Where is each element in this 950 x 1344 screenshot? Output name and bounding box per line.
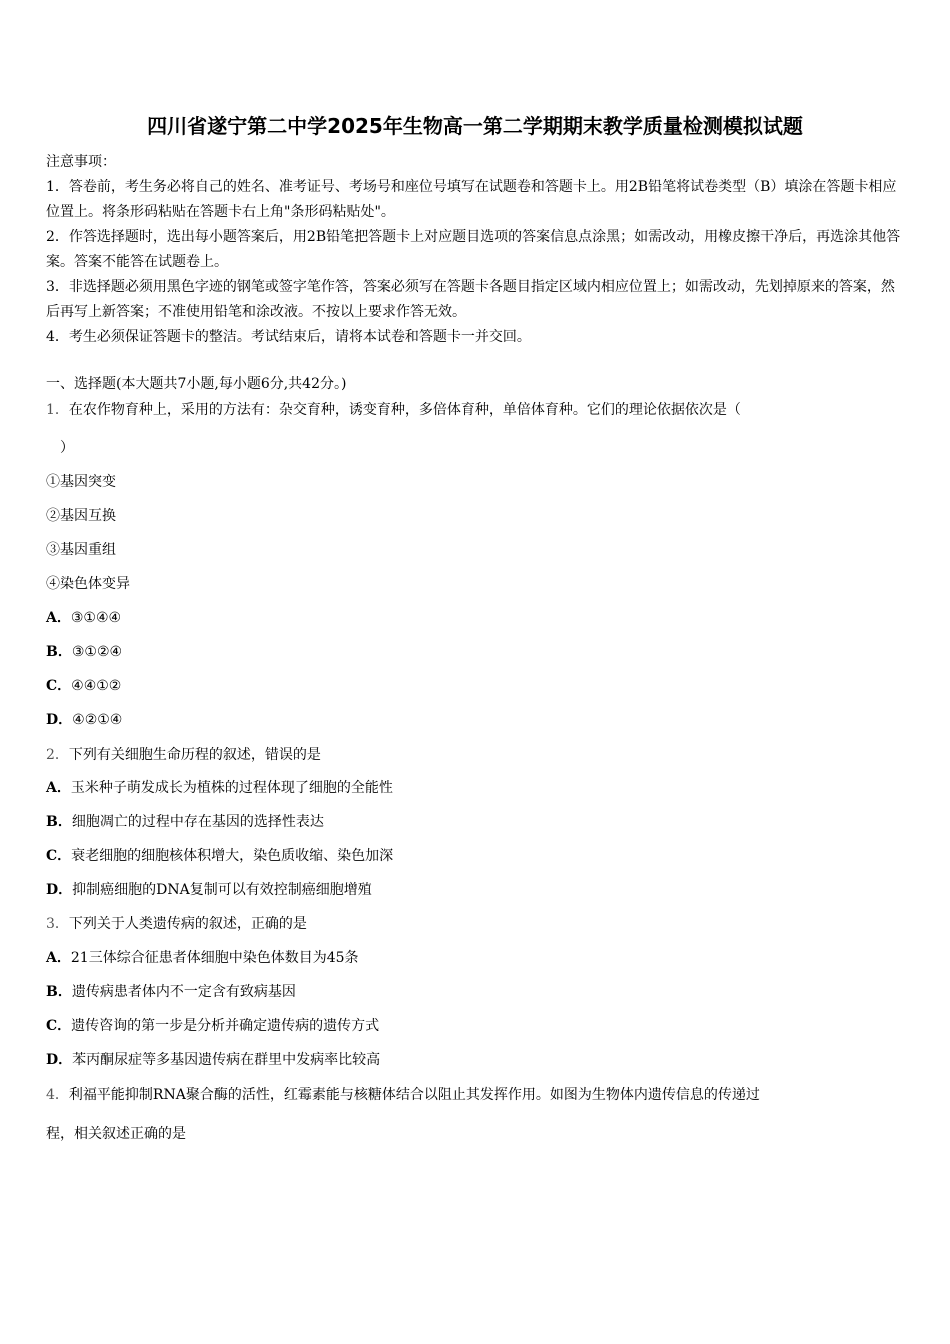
option-text: 抑制癌细胞的DNA复制可以有效控制癌细胞增殖 <box>72 882 372 898</box>
option-text: ③①④④ <box>70 610 122 626</box>
question-2-stem <box>46 745 321 765</box>
option-label: C． <box>46 1018 72 1034</box>
question-number: 2． <box>46 747 69 763</box>
option-text: 遗传咨询的第一步是分析并确定遗传病的遗传方式 <box>71 1018 380 1034</box>
question-1-stem-end: ） <box>60 440 74 456</box>
q1-item: ①基因突变 <box>46 474 116 490</box>
q2-option-d <box>46 880 372 900</box>
q1-item: ②基因互换 <box>46 508 116 524</box>
q1-option-d <box>46 710 122 730</box>
question-number: 4． <box>46 1087 69 1103</box>
question-number: 3． <box>46 916 69 932</box>
notice-block <box>46 150 908 350</box>
option-text: 21三体综合征患者体细胞中染色体数目为45条 <box>70 950 359 966</box>
notice-item: 3．非选择题必须用黑色字迹的钢笔或签字笔作答，答案必须写在答题卡各题目指定区域内相应位置上；如需改动，先划掉原来的答案，然后再写上新答案；不准使用铅笔和涂改液。不按以上要求作答无效。 <box>46 279 895 320</box>
question-4-stem-cont: 程，相关叙述正确的是 <box>46 1126 186 1142</box>
notice-item: 1．答卷前，考生务必将自己的姓名、准考证号、考场号和座位号填写在试题卷和答题卡上。用2B铅笔将试卷类型（B）填涂在答题卡相应位置上。将条形码粘贴在答题卡右上角"条形码粘贴处"。 <box>46 179 897 220</box>
q1-item: ④染色体变异 <box>46 576 130 592</box>
question-4-stem <box>46 1085 760 1105</box>
option-text: ④②①④ <box>72 712 123 728</box>
option-label: D． <box>46 712 73 728</box>
option-text: 遗传病患者体内不一定含有致病基因 <box>71 984 296 1000</box>
notice-heading: 注意事项： <box>46 154 116 170</box>
question-text: 下列关于人类遗传病的叙述，正确的是 <box>68 916 307 932</box>
option-label: C． <box>46 848 72 864</box>
q3-option-d <box>46 1050 380 1070</box>
option-text: 玉米种子萌发成长为植株的过程体现了细胞的全能性 <box>70 780 393 796</box>
q2-option-a <box>46 778 393 798</box>
option-label: B． <box>46 814 72 830</box>
q3-option-a <box>46 948 359 968</box>
option-label: A． <box>46 950 71 966</box>
option-label: B． <box>46 984 72 1000</box>
question-text: 下列有关细胞生命历程的叙述，错误的是 <box>68 747 321 763</box>
option-label: D． <box>46 882 73 898</box>
q1-option-c <box>46 676 121 696</box>
question-number: 1． <box>46 402 69 418</box>
option-label: A． <box>46 610 71 626</box>
q1-option-a <box>46 608 121 628</box>
option-label: A． <box>46 780 71 796</box>
q3-option-b <box>46 982 296 1002</box>
question-text: 利福平能抑制RNA聚合酶的活性，红霉素能与核糖体结合以阻止其发挥作用。如图为生物体内遗传信息的传递过 <box>68 1087 760 1103</box>
notice-item: 2．作答选择题时，选出每小题答案后，用2B铅笔把答题卡上对应题目选项的答案信息点涂黑；如需改动，用橡皮擦干净后，再选涂其他答案。答案不能答在试题卷上。 <box>46 229 901 270</box>
option-text: 衰老细胞的细胞核体积增大，染色质收缩、染色加深 <box>71 848 394 864</box>
question-3-stem <box>46 914 307 934</box>
q1-item: ③基因重组 <box>46 542 116 558</box>
option-text: ③①②④ <box>71 644 123 660</box>
page-title: 四川省遂宁第二中学2025年生物高一第二学期期末教学质量检测模拟试题 <box>147 114 803 138</box>
option-text: ④④①② <box>71 678 122 694</box>
q2-option-b <box>46 812 324 832</box>
q1-option-b <box>46 642 122 662</box>
notice-item: 4．考生必须保证答题卡的整洁。考试结束后，请将本试卷和答题卡一并交回。 <box>46 329 531 345</box>
question-text: 在农作物育种上，采用的方法有：杂交育种，诱变育种，多倍体育种，单倍体育种。它们的理论依据依次是（ <box>68 402 741 418</box>
option-label: B． <box>46 644 72 660</box>
q3-option-c <box>46 1016 379 1036</box>
option-label: D． <box>46 1052 73 1068</box>
section-heading: 一、选择题(本大题共7小题,每小题6分,共42分。) <box>46 376 347 392</box>
question-1-stem <box>46 400 741 420</box>
option-label: C． <box>46 678 72 694</box>
option-text: 细胞凋亡的过程中存在基因的选择性表达 <box>71 814 324 830</box>
option-text: 苯丙酮尿症等多基因遗传病在群里中发病率比较高 <box>72 1052 381 1068</box>
q2-option-c <box>46 846 393 866</box>
